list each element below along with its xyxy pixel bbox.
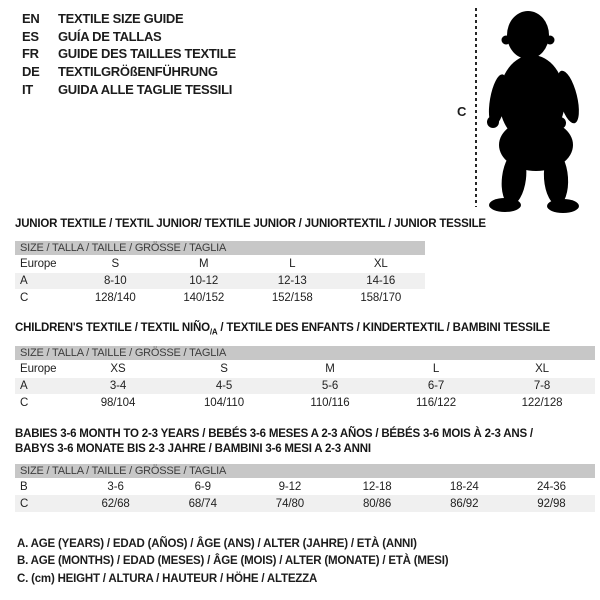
row-label: Europe [20,258,57,270]
language-guide-title: GUIDA ALLE TAGLIE TESSILI [58,81,233,97]
size-cell: XS [110,363,126,375]
size-cell: 80/86 [362,497,392,510]
size-cell: XL [535,363,549,375]
size-cell: S [111,258,120,270]
hand-left-icon [487,116,499,128]
table-rows [15,255,425,307]
size-header-bar: SIZE / TALLA / TAILLE / GRÖSSE / TAGLIA [15,464,595,478]
table-row [15,378,595,394]
size-cell: 12-18 [362,480,392,493]
language-row [22,10,236,28]
junior-section-title [15,217,486,232]
title-text: BABYS 3-6 MONATE BIS 2-3 JAHRE / BAMBINI 3-6 MESI A 2-3 ANNI [15,443,371,456]
size-cell: 92/98 [537,497,566,510]
language-code: ES [22,28,39,44]
size-cell: 140/152 [183,292,225,304]
size-cell: 152/158 [271,292,313,304]
row-label: A [20,380,28,392]
title-text: BABIES 3-6 MONTH TO 2-3 YEARS / BEBÉS 3-6 MESES A 2-3 AÑOS / BÉBÉS 3-6 MOIS À 2-3 ANS / [15,428,533,440]
size-cell: 24-36 [536,480,566,493]
section-title-line [15,217,486,232]
size-cell: M [199,258,209,270]
measurement-legend [17,536,448,588]
size-cell: 3-4 [109,380,127,392]
row-label: C [20,292,29,304]
language-guide-title: TEXTILGRÖßENFÜHRUNG [58,64,218,80]
row-label: B [20,480,28,493]
language-guide-title: GUÍA DE TALLAS [58,28,162,44]
table-rows [15,478,595,512]
language-guide-title: GUIDE DES TAILLES TEXTILE [58,46,236,62]
language-code: IT [22,81,33,97]
size-cell: 10-12 [189,275,219,287]
language-code: EN [22,11,40,26]
language-row [22,28,236,46]
size-header-bar: SIZE / TALLA / TAILLE / GRÖSSE / TAGLIA [15,346,595,360]
table-row [15,289,425,307]
toddler-silhouette-image [486,2,598,214]
table-rows [15,360,595,412]
foot-right-icon [547,199,579,213]
junior-size-table [15,241,425,307]
size-cell: M [325,363,335,375]
size-cell: 62/68 [101,497,130,510]
size-cell: 3-6 [107,480,124,493]
table-row [15,478,595,495]
language-row [22,81,236,99]
title-text: / TEXTILE DES ENFANTS / KINDERTEXTIL / BAMBINI TESSILE [217,322,550,334]
table-row [15,394,595,412]
language-code: FR [22,46,39,62]
size-cell: 7-8 [533,380,551,392]
subscript-text: /A [209,327,218,337]
section-title-line [15,442,533,457]
size-cell: 86/92 [450,497,479,510]
foot-left-icon [489,198,521,212]
table-row [15,255,425,273]
size-cell: 68/74 [188,497,217,510]
size-cell: 128/140 [94,292,136,304]
size-cell: XL [373,258,388,270]
section-title-line [15,321,550,340]
size-cell: L [289,258,296,270]
size-cell: L [432,363,440,375]
size-cell: 116/122 [415,397,457,409]
language-row [22,63,236,81]
table-row [15,495,595,512]
legend-line: B. AGE (MONTHS) / EDAD (MESES) / ÂGE (MOIS) / ALTER (MONATE) / ETÀ (MESI) [17,555,449,568]
title-text: CHILDREN'S TEXTILE / TEXTIL NIÑO [15,322,210,334]
size-cell: 9-12 [278,480,302,493]
size-cell: S [220,363,228,375]
children-size-table [15,346,595,412]
section-title-line [15,427,533,442]
language-row [22,45,236,63]
babies-section-title [15,427,533,457]
size-cell: 8-10 [103,275,127,287]
table-row [15,360,595,378]
height-measure-label: C [457,104,467,119]
head-icon [507,11,549,59]
language-guide-title: TEXTILE SIZE GUIDE [58,11,184,26]
size-cell: 6-9 [194,480,211,493]
babies-size-table [15,464,595,512]
size-cell: 5-6 [321,380,339,392]
legend-line: A. AGE (YEARS) / EDAD (AÑOS) / ÂGE (ANS) / ALTER (JAHRE) / ETÀ (ANNI) [17,538,417,550]
row-label: C [20,397,29,409]
height-dotted-line [475,8,477,207]
size-cell: 6-7 [427,380,445,392]
size-cell: 110/116 [310,397,350,409]
language-code: DE [22,64,40,80]
title-text: JUNIOR TEXTILE / TEXTIL JUNIOR/ TEXTILE JUNIOR / JUNIORTEXTIL / JUNIOR TESSILE [15,218,486,230]
size-cell: 14-16 [366,275,396,287]
row-label: Europe [20,363,57,375]
size-cell: 158/170 [360,292,402,304]
size-cell: 18-24 [449,480,479,493]
legend-line: C. (cm) HEIGHT / ALTURA / HAUTEUR / HÖHE / ALTEZZA [17,572,318,585]
size-cell: 104/110 [203,397,245,409]
table-row [15,273,425,289]
size-cell: 74/80 [275,497,305,510]
row-label: C [20,497,29,510]
size-cell: 122/128 [521,397,563,409]
row-label: A [20,275,28,287]
children-section-title [15,321,550,340]
language-title-list [22,10,236,99]
size-cell: 4-5 [215,380,233,392]
size-cell: 98/104 [100,397,136,409]
size-header-bar: SIZE / TALLA / TAILLE / GRÖSSE / TAGLIA [15,241,425,255]
size-cell: 12-13 [277,275,307,287]
